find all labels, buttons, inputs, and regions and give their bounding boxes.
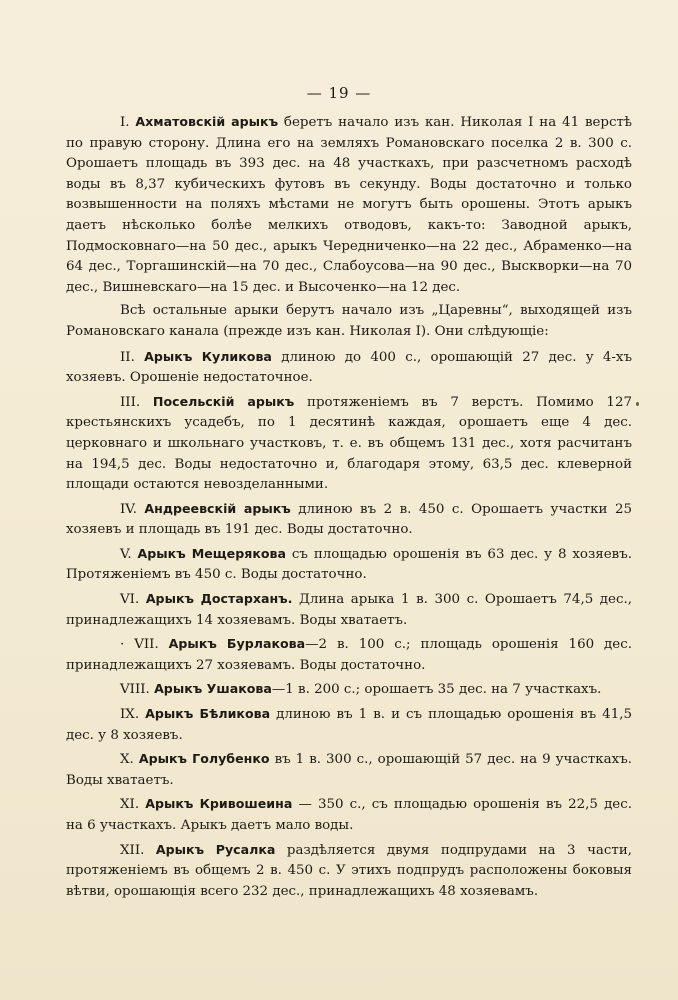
canal-name: Арыкъ Мещерякова	[137, 545, 286, 561]
item-number: IX.	[120, 707, 140, 723]
canal-name: Арыкъ Голубенко	[138, 751, 270, 767]
paragraph-text: длиною въ 1 в. и съ площадью орошенiя въ 41,5 дес. у 8 хозяевъ.	[66, 707, 632, 743]
paragraph-belikova	[66, 704, 632, 746]
canal-name: Арыкъ Кривошеина	[145, 796, 293, 812]
item-number: IV.	[120, 501, 137, 517]
paragraph-text: Всѣ остальные арыки берутъ начало изъ „Царевны“, выходящей изъ Романовскаго канала (прежде изъ кан. Николая I). Они слѣдующiе:	[66, 303, 632, 339]
canal-name: Арыкъ Бурлакова	[168, 636, 306, 652]
paragraph-text: беретъ начало изъ кан. Николая I на 41 верстѣ по правую сторону. Длина его на земляхъ Романовскаго поселка 2 в. 300 с. Орошаетъ площадь въ 393 дес. на 48 участкахъ, при разсчетномъ расходѣ воды въ 8,37 кубическихъ футовъ въ секунду. Воды достаточно и только возвышенности на поляхъ мѣстами не могутъ быть орошены. Этотъ арыкъ даетъ нѣсколько болѣе мелкихъ отводовъ, какъ-то: Заводной арыкъ, Подмосковнаго—на 50 дес., арыкъ Чередниченко—на 22 дес., Абраменко—на 64 дес., Торгашинскiй—на 70 дес., Слабоусова—на 90 дес., Выскворки—на 70 дес., Вишневскаго—на 15 дес. и Высоченко—на 12 дес.	[66, 115, 632, 295]
item-number: XII.	[120, 842, 145, 858]
paragraph-text: —2 в. 100 с.; площадь орошенiя 160 дес. принадлежащихъ 27 хозяевамъ. Воды достаточно.	[66, 637, 632, 673]
paragraph-golubenko	[66, 749, 632, 791]
canal-name: Арыкъ Бѣликова	[145, 706, 271, 722]
paragraph-text: — 350 с., съ площадью орошенiя въ 22,5 дес. на 6 участкахъ. Арыкъ даетъ мало воды.	[66, 797, 632, 833]
canal-name: Арыкъ Русалка	[155, 841, 276, 857]
canal-name: Арыкъ Ушакова	[154, 681, 272, 697]
paragraph-poselsky	[66, 392, 632, 496]
paragraph-dostarhan	[66, 589, 632, 631]
canal-name: Ахматовскiй арыкъ	[135, 114, 279, 129]
item-number: VI.	[120, 592, 140, 608]
paragraph-text: съ площадью орошенiя въ 63 дес. у 8 хозяевъ. Протяженiемъ въ 450 с. Воды достаточно.	[66, 546, 632, 583]
item-number: · VII.	[120, 637, 159, 653]
canal-name: Посельскiй арыкъ	[152, 393, 295, 409]
item-number: II.	[120, 349, 135, 365]
canal-name: Арыкъ Достарханъ.	[145, 591, 293, 607]
item-number: V.	[120, 546, 132, 562]
paragraph-ushakova	[66, 679, 632, 701]
paragraph-burlakova	[66, 634, 632, 676]
canal-name: Андреевскiй арыкъ	[144, 500, 291, 516]
paper-spot	[636, 402, 639, 406]
paragraph-kulikova	[66, 347, 632, 389]
paragraph-intro-tsarevna	[66, 301, 632, 342]
paragraph-krivosheina	[66, 794, 632, 836]
page-number: — 19 —	[306, 84, 372, 102]
page-body	[66, 112, 632, 905]
item-number: X.	[120, 752, 134, 768]
paragraph-ahmatovsky	[66, 112, 632, 298]
paragraph-text: Длина арыка 1 в. 300 с. Орошаетъ 74,5 дес., принадлежащихъ 14 хозяевамъ. Воды хватаетъ.	[66, 592, 632, 628]
paragraph-text: протяженiемъ въ 7 верстъ. Помимо 127 крестьянскихъ усадебъ, по 1 десятинѣ каждая, орошаетъ еще 4 дес. церковнаго и школьнаго участковъ, т. е. въ общемъ 131 дес., хотя расчитанъ на 194,5 дес. Воды недостаточно и, благодаря этому, 63,5 дес. клеверной площади остаются невозделанными.	[66, 394, 632, 493]
paragraph-text: —1 в. 200 с.; орошаетъ 35 дес. на 7 участкахъ.	[271, 682, 602, 698]
canal-name: Арыкъ Куликова	[144, 348, 272, 364]
paragraph-text: длиною до 400 с., орошающiй 27 дес. у 4-хъ хозяевъ. Орошенiе недостаточное.	[66, 349, 633, 386]
item-number: III.	[120, 394, 141, 410]
item-number: XI.	[120, 797, 140, 813]
paragraph-text: въ 1 в. 300 с., орошающiй 57 дес. на 9 участкахъ. Воды хватаетъ.	[66, 752, 632, 788]
item-number: VIII.	[120, 682, 150, 698]
paragraph-text: раздѣляется двумя подпрудами на 3 части, протяженiемъ въ общемъ 2 в. 450 с. У этихъ подпрудъ расположены боковыя вѣтви, орошающiя всего 232 дес., принадлежащихъ 48 хозяевамъ.	[66, 842, 632, 899]
paragraph-andreevsky	[66, 499, 632, 541]
item-number: I.	[120, 115, 130, 130]
paragraph-rusalka	[66, 840, 632, 903]
paragraph-mescheryakova	[66, 544, 632, 586]
paragraph-text: длиною въ 2 в. 450 с. Орошаетъ участки 25 хозяевъ и площадь въ 191 дес. Воды достаточно.	[66, 501, 633, 538]
